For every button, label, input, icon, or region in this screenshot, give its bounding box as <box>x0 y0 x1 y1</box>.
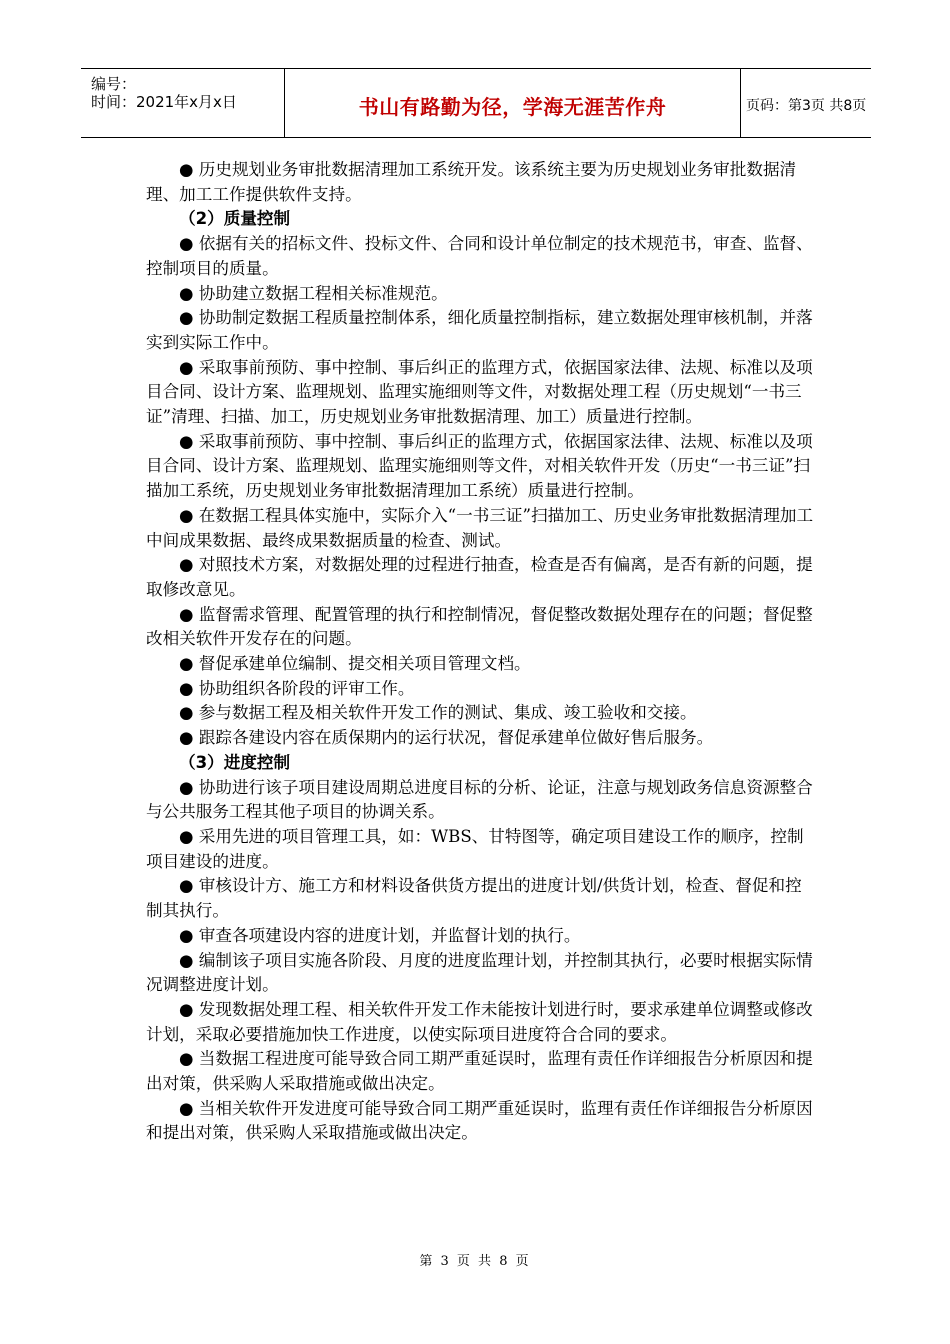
bullet-paragraph: ● 编制该子项目实施各阶段、月度的进度监理计划，并控制其执行，必要时根据实际情况调整进度计划。 <box>146 950 813 995</box>
bullet-paragraph: ● 协助组织各阶段的评审工作。 <box>179 678 415 698</box>
bullet-paragraph: ● 历史规划业务审批数据清理加工系统开发。该系统主要为历史规划业务审批数据清理、加工工作提供软件支持。 <box>146 160 797 204</box>
bullet-paragraph: ● 监督需求管理、配置管理的执行和控制情况，督促整改数据处理存在的问题；督促整改相关软件开发存在的问题。 <box>146 604 813 649</box>
header-motto-cell <box>284 69 741 137</box>
bullet-paragraph: ● 采用先进的项目管理工具，如：WBS、甘特图等，确定项目建设工作的顺序，控制项目建设的进度。 <box>146 826 804 871</box>
bullet-paragraph: ● 审核设计方、施工方和材料设备供货方提出的进度计划/供货计划，检查、督促和控制其执行。 <box>146 876 802 921</box>
bullet-paragraph: ● 协助制定数据工程质量控制体系，细化质量控制指标，建立数据处理审核机制，并落实到实际工作中。 <box>146 308 813 352</box>
bullet-paragraph: ● 对照技术方案，对数据处理的过程进行抽查，检查是否有偏离，是否有新的问题，提取修改意见。 <box>146 555 813 599</box>
section-heading: （3）进度控制 <box>179 752 291 772</box>
bullet-paragraph: ● 在数据工程具体实施中，实际介入“一书三证”扫描加工、历史业务审批数据清理加工中间成果数据、最终成果数据质量的检查、测试。 <box>146 505 814 550</box>
page-footer: 第 3 页 共 8 页 <box>419 1254 531 1269</box>
bullet-paragraph: ● 当相关软件开发进度可能导致合同工期严重延误时，监理有责任作详细报告分析原因和提出对策，供采购人采取措施或做出决定。 <box>146 1098 813 1143</box>
document-date: 时间：2021年x月x日 <box>91 93 237 111</box>
page-header <box>81 68 871 138</box>
header-motto: 书山有路勤为径，学海无涯苦作舟 <box>358 95 667 119</box>
bullet-paragraph: ● 督促承建单位编制、提交相关项目管理文档。 <box>179 654 531 674</box>
bullet-paragraph: ● 协助进行该子项目建设周期总进度目标的分析、论证，注意与规划政务信息资源整合与公共服务工程其他子项目的协调关系。 <box>146 777 813 822</box>
bullet-paragraph: ● 依据有关的招标文件、投标文件、合同和设计单位制定的技术规范书，审查、监督、控制项目的质量。 <box>146 234 813 278</box>
bullet-paragraph: ● 采取事前预防、事中控制、事后纠正的监理方式，依据国家法律、法规、标准以及项目合同、设计方案、监理规划、监理实施细则等文件，对数据处理工程（历史规划“一书三证”清理、扫描、加工，历史规划业务审批数据清理、加工）质量进行控制。 <box>146 357 813 427</box>
document-body <box>146 158 814 1146</box>
bullet-paragraph: ● 跟踪各建设内容在质保期内的运行状况，督促承建单位做好售后服务。 <box>179 728 714 748</box>
header-meta-cell <box>81 69 281 137</box>
bullet-paragraph: ● 协助建立数据工程相关标准规范。 <box>179 283 448 303</box>
bullet-paragraph: ● 采取事前预防、事中控制、事后纠正的监理方式，依据国家法律、法规、标准以及项目合同、设计方案、监理规划、监理实施细则等文件，对相关软件开发（历史“一书三证”扫描加工系统，历史规划业务审批数据清理加工系统）质量进行控制。 <box>146 431 813 501</box>
bullet-paragraph: ● 发现数据处理工程、相关软件开发工作未能按计划进行时，要求承建单位调整或修改计划，采取必要措施加快工作进度，以使实际项目进度符合合同的要求。 <box>146 999 813 1044</box>
section-heading: （2）质量控制 <box>179 209 291 229</box>
header-page-info: 页码：第3页 共8页 <box>746 98 867 114</box>
bullet-paragraph: ● 审查各项建设内容的进度计划，并监督计划的执行。 <box>179 925 581 945</box>
bullet-paragraph: ● 当数据工程进度可能导致合同工期严重延误时，监理有责任作详细报告分析原因和提出对策，供采购人采取措施或做出决定。 <box>146 1049 813 1094</box>
bullet-paragraph: ● 参与数据工程及相关软件开发工作的测试、集成、竣工验收和交接。 <box>179 703 697 723</box>
header-page-cell <box>740 69 871 137</box>
document-number-label: 编号： <box>91 75 137 93</box>
